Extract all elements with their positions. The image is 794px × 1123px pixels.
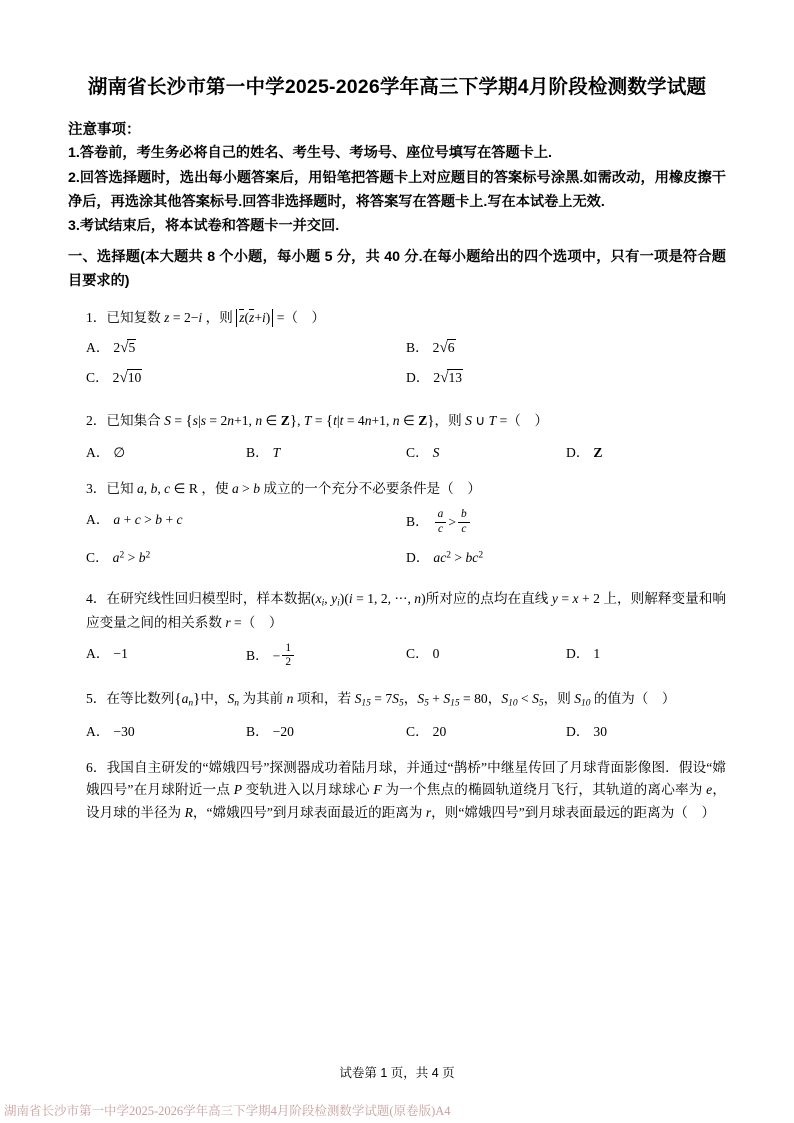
option-D[interactable]: D． 1 (566, 645, 601, 661)
question-4-stem: 4．在研究线性回归模型时，样本数据($x_i$, $y_i)(i = 1$, 2, ⋅⋅⋅, n)所对应的点均在直线 y = x + 2 上，则解释变量和响应变量之间的相关系数 r =（ ） (86, 590, 727, 630)
question-5 (68, 687, 726, 712)
question-5-options (68, 720, 726, 744)
question-1-options (68, 336, 726, 396)
option-A[interactable]: A． −1 (86, 645, 128, 661)
question-6-stem: 6．我国自主研发的“嫦娥四号”探测器成功着陆月球，并通过“鹊桥”中继星传回了月球背面影像图．假设“嫦娥四号”在月球附近一点 P 变轨进入以月球球心 F 为一个焦点的椭圆轨道绕月飞行，其轨道的离心率为 e，设月球的半径为 R，“嫦娥四号”到月球表面最近的距离为 r，则“嫦娥四号”到月球表面最远的距离为（ ） (86, 759, 727, 820)
notice-item-3: 3.考试结束后，将本试卷和答题卡一并交回. (68, 218, 340, 235)
option-A[interactable]: A． −30 (86, 723, 135, 739)
notice-item-2: 2.回答选择题时，选出每小题答案后，用铅笔把答题卡上对应题目的答案标号涂黑.如需改动，用橡皮擦干净后，再选涂其他答案标号.回答非选择题时，将答案写在答题卡上.写在本试卷上无效. (68, 169, 726, 211)
page-footer: 试卷第 1 页，共 4 页 (339, 1066, 455, 1080)
option-B[interactable]: B． 2√6 (406, 340, 455, 357)
option-A[interactable]: A． ∅ (86, 445, 126, 461)
option-B[interactable]: B． −20 (246, 723, 294, 739)
notice-heading: 注意事项： (68, 122, 141, 139)
option-A[interactable]: A． 2√5 (86, 340, 136, 357)
question-4-options (68, 642, 726, 675)
option-B[interactable]: B． T (246, 445, 281, 461)
option-D[interactable]: D． Z (566, 445, 603, 461)
option-B[interactable]: B． $\frac{a}{c}$ > $\frac{b}{c}$ (406, 508, 726, 537)
option-A[interactable]: A． a + c > b + c (86, 511, 183, 527)
option-C[interactable]: C． 0 (406, 645, 440, 661)
option-D[interactable]: D． $ac^2 > bc^2$ (406, 549, 484, 565)
option-C[interactable]: C． S (406, 445, 440, 461)
question-6 (68, 757, 726, 825)
option-D[interactable]: D． 30 (566, 723, 608, 739)
notice-item-1: 1.答卷前，考生务必将自己的姓名、考生号、考场号、座位号填写在答题卡上. (68, 145, 552, 162)
question-3 (68, 478, 726, 501)
section-heading-choice: 一、选择题(本大题共 8 个小题，每小题 5 分，共 40 分.在每小题给出的四个选项中，只有一项是符合题目要求的) (68, 248, 726, 290)
question-1 (68, 307, 726, 330)
question-3-options (68, 508, 726, 575)
option-B[interactable]: B． − $\frac{1}{2}$ (246, 642, 406, 671)
question-2-options (68, 441, 726, 465)
option-C[interactable]: C． 20 (406, 723, 447, 739)
option-D[interactable]: D． 2√13 (406, 370, 463, 387)
question-1-stem: 1．已知复数 z = 2−i ，则 z(z+i) =（ ） (86, 309, 326, 325)
page-title: 湖南省长沙市第一中学2025-2026学年高三下学期4月阶段检测数学试题 (87, 76, 707, 98)
question-2 (68, 409, 726, 434)
question-4 (68, 588, 726, 635)
watermark-footer: 湖南省长沙市第一中学2025-2026学年高三下学期4月阶段检测数学试题(原卷版)A4 (4, 1104, 451, 1118)
question-5-stem: 5．在等比数列$\{a_n\}$中，$S_n$ 为其前 n 项和，若 $S_{15} = 7S_5$，$S_5 + S_{15} = 80$，$S_{10} < S_5$，则 $S_{10}$ 的值为（ ） (86, 691, 676, 710)
question-3-stem: 3．已知 a, b, c ∈ R ，使 a > b 成立的一个充分不必要条件是（ ） (86, 481, 481, 497)
question-2-stem: 2．已知集合 S = {s|s = 2n+1, n ∈ Z}, T = {t|t = 4n+1, n ∈ Z}，则 S ∪ T =（ ） (86, 413, 549, 430)
option-C[interactable]: C． $a^2 > b^2$ (86, 549, 151, 565)
option-C[interactable]: C． 2√10 (86, 370, 142, 387)
